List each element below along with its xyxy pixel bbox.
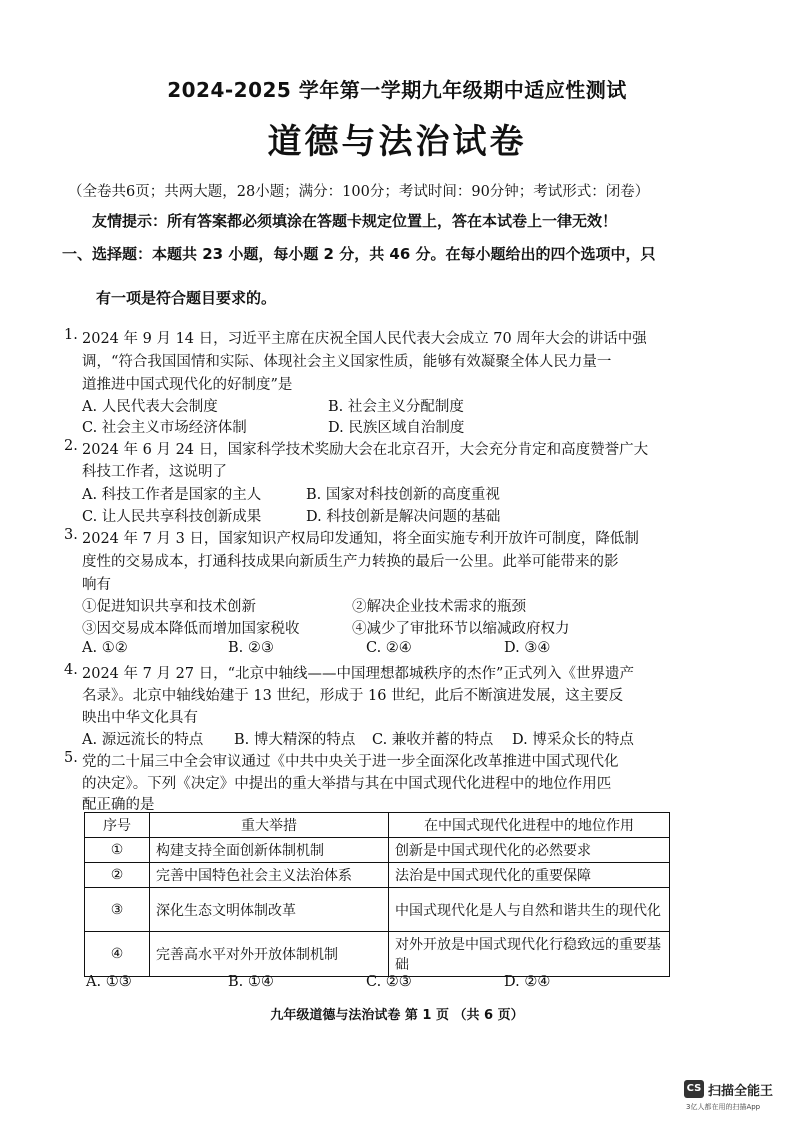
q4-option-a: A. 源远流长的特点 (82, 732, 204, 748)
table-row (85, 838, 670, 863)
q3-option-a: A. ①② (82, 640, 128, 656)
table-cell-no: ③ (85, 888, 150, 932)
q2-stem-line: 科技工作者，这说明了 (82, 464, 227, 480)
q2-option-c: C. 让人民共享科技创新成果 (82, 509, 262, 525)
table-cell-no: ④ (85, 932, 150, 977)
table-row (85, 863, 670, 888)
q1-option-a: A. 人民代表大会制度 (82, 399, 218, 415)
table-cell-measure: 完善中国特色社会主义法治体系 (150, 863, 389, 888)
table-cell-no: ② (85, 863, 150, 888)
table-cell-measure: 深化生态文明体制改革 (150, 888, 389, 932)
q3-item-1: ①促进知识共享和技术创新 (82, 599, 256, 615)
q3-item-3: ③因交易成本降低而增加国家税收 (82, 621, 300, 637)
q3-option-b: B. ②③ (228, 640, 274, 656)
q4-option-d: D. 博采众长的特点 (512, 732, 634, 748)
q5-table (84, 812, 670, 977)
q1-stem-line: 道推进中国式现代化的好制度”是 (82, 377, 293, 393)
q5-number: 5. (64, 750, 78, 766)
table-row (85, 932, 670, 977)
table-cell-role: 法治是中国式现代化的重要保障 (389, 863, 670, 888)
q4-stem-line: 2024 年 7 月 27 日，“北京中轴线——中国理想都城秩序的杰作”正式列入《世界遗产 (82, 666, 634, 682)
q1-option-b: B. 社会主义分配制度 (328, 399, 464, 415)
table-cell-role: 中国式现代化是人与自然和谐共生的现代化 (389, 888, 670, 932)
q5-option-b: B. ①④ (228, 974, 274, 990)
table-cell-role: 对外开放是中国式现代化行稳致远的重要基础 (389, 932, 670, 977)
table-cell-role: 创新是中国式现代化的必然要求 (389, 838, 670, 863)
table-header-no: 序号 (85, 813, 150, 838)
q3-number: 3. (64, 527, 78, 543)
q4-stem-line: 映出中华文化具有 (82, 710, 198, 726)
table-header-row (85, 813, 670, 838)
section-heading: 一、选择题：本题共 23 小题，每小题 2 分，共 46 分。在每小题给出的四个选项中，只 (62, 245, 656, 263)
subject-title: 道德与法治试卷 (267, 122, 527, 162)
exam-info: （全卷共6页；共两大题，28小题；满分：100分；考试时间：90分钟；考试形式：闭卷） (68, 184, 650, 200)
q5-option-a: A. ①③ (86, 974, 132, 990)
q3-option-d: D. ③④ (504, 640, 551, 656)
q3-option-c: C. ②④ (366, 640, 412, 656)
q3-stem-line: 度性的交易成本，打通科技成果向新质生产力转换的最后一公里。此举可能带来的影 (82, 554, 619, 570)
table-row (85, 888, 670, 932)
q1-stem-line: 调，“符合我国国情和实际、体现社会主义国家性质，能够有效凝聚全体人民力量一 (82, 354, 612, 370)
q4-stem-line: 名录》。北京中轴线始建于 13 世纪，形成于 16 世纪，此后不断演进发展，这主要反 (82, 688, 624, 704)
q1-stem-line: 2024 年 9 月 14 日，习近平主席在庆祝全国人民代表大会成立 70 周年大会的讲话中强 (82, 331, 647, 347)
q1-option-c: C. 社会主义市场经济体制 (82, 420, 247, 436)
watermark-tagline: 3亿人都在用的扫描App (686, 1103, 761, 1111)
table-cell-measure: 构建支持全面创新体制机制 (150, 838, 389, 863)
q5-option-d: D. ②④ (504, 974, 551, 990)
q5-stem-line: 的决定》。下列《决定》中提出的重大举措与其在中国式现代化进程中的地位作用匹 (82, 776, 612, 792)
q2-option-b: B. 国家对科技创新的高度重视 (306, 487, 500, 503)
q3-stem-line: 2024 年 7 月 3 日，国家知识产权局印发通知，将全面实施专利开放许可制度，降低制 (82, 531, 639, 547)
q5-stem-line: 党的二十届三中全会审议通过《中共中央关于进一步全面深化改革推进中国式现代化 (82, 754, 619, 770)
page-footer: 九年级道德与法治试卷 第 1 页 （共 6 页） (270, 1008, 524, 1023)
table-header-role: 在中国式现代化进程中的地位作用 (389, 813, 670, 838)
q5-option-c: C. ②③ (366, 974, 412, 990)
q4-option-b: B. 博大精深的特点 (234, 732, 356, 748)
q2-number: 2. (64, 438, 78, 454)
q3-item-2: ②解决企业技术需求的瓶颈 (352, 599, 526, 615)
table-cell-measure: 完善高水平对外开放体制机制 (150, 932, 389, 977)
q2-option-d: D. 科技创新是解决问题的基础 (306, 509, 501, 525)
q1-number: 1. (64, 327, 78, 343)
friendly-tip: 友情提示：所有答案都必须填涂在答题卡规定位置上，答在本试卷上一律无效！ (92, 212, 618, 230)
q4-number: 4. (64, 662, 78, 678)
section-heading-cont: 有一项是符合题目要求的。 (96, 289, 277, 307)
camscanner-logo-icon: CS (684, 1080, 704, 1098)
q1-option-d: D. 民族区域自治制度 (328, 420, 465, 436)
exam-title: 2024-2025 学年第一学期九年级期中适应性测试 (167, 78, 627, 102)
table-header-measure: 重大举措 (150, 813, 389, 838)
q3-stem-line: 响有 (82, 577, 111, 593)
q4-option-c: C. 兼收并蓄的特点 (372, 732, 494, 748)
q5-stem-line: 配正确的是 (82, 797, 155, 813)
table-cell-no: ① (85, 838, 150, 863)
q2-stem-line: 2024 年 6 月 24 日，国家科学技术奖励大会在北京召开，大会充分肯定和高度赞誉广大 (82, 442, 649, 458)
q2-option-a: A. 科技工作者是国家的主人 (82, 487, 262, 503)
q3-item-4: ④减少了审批环节以缩减政府权力 (352, 621, 570, 637)
watermark-app-name: 扫描全能王 (708, 1084, 774, 1099)
